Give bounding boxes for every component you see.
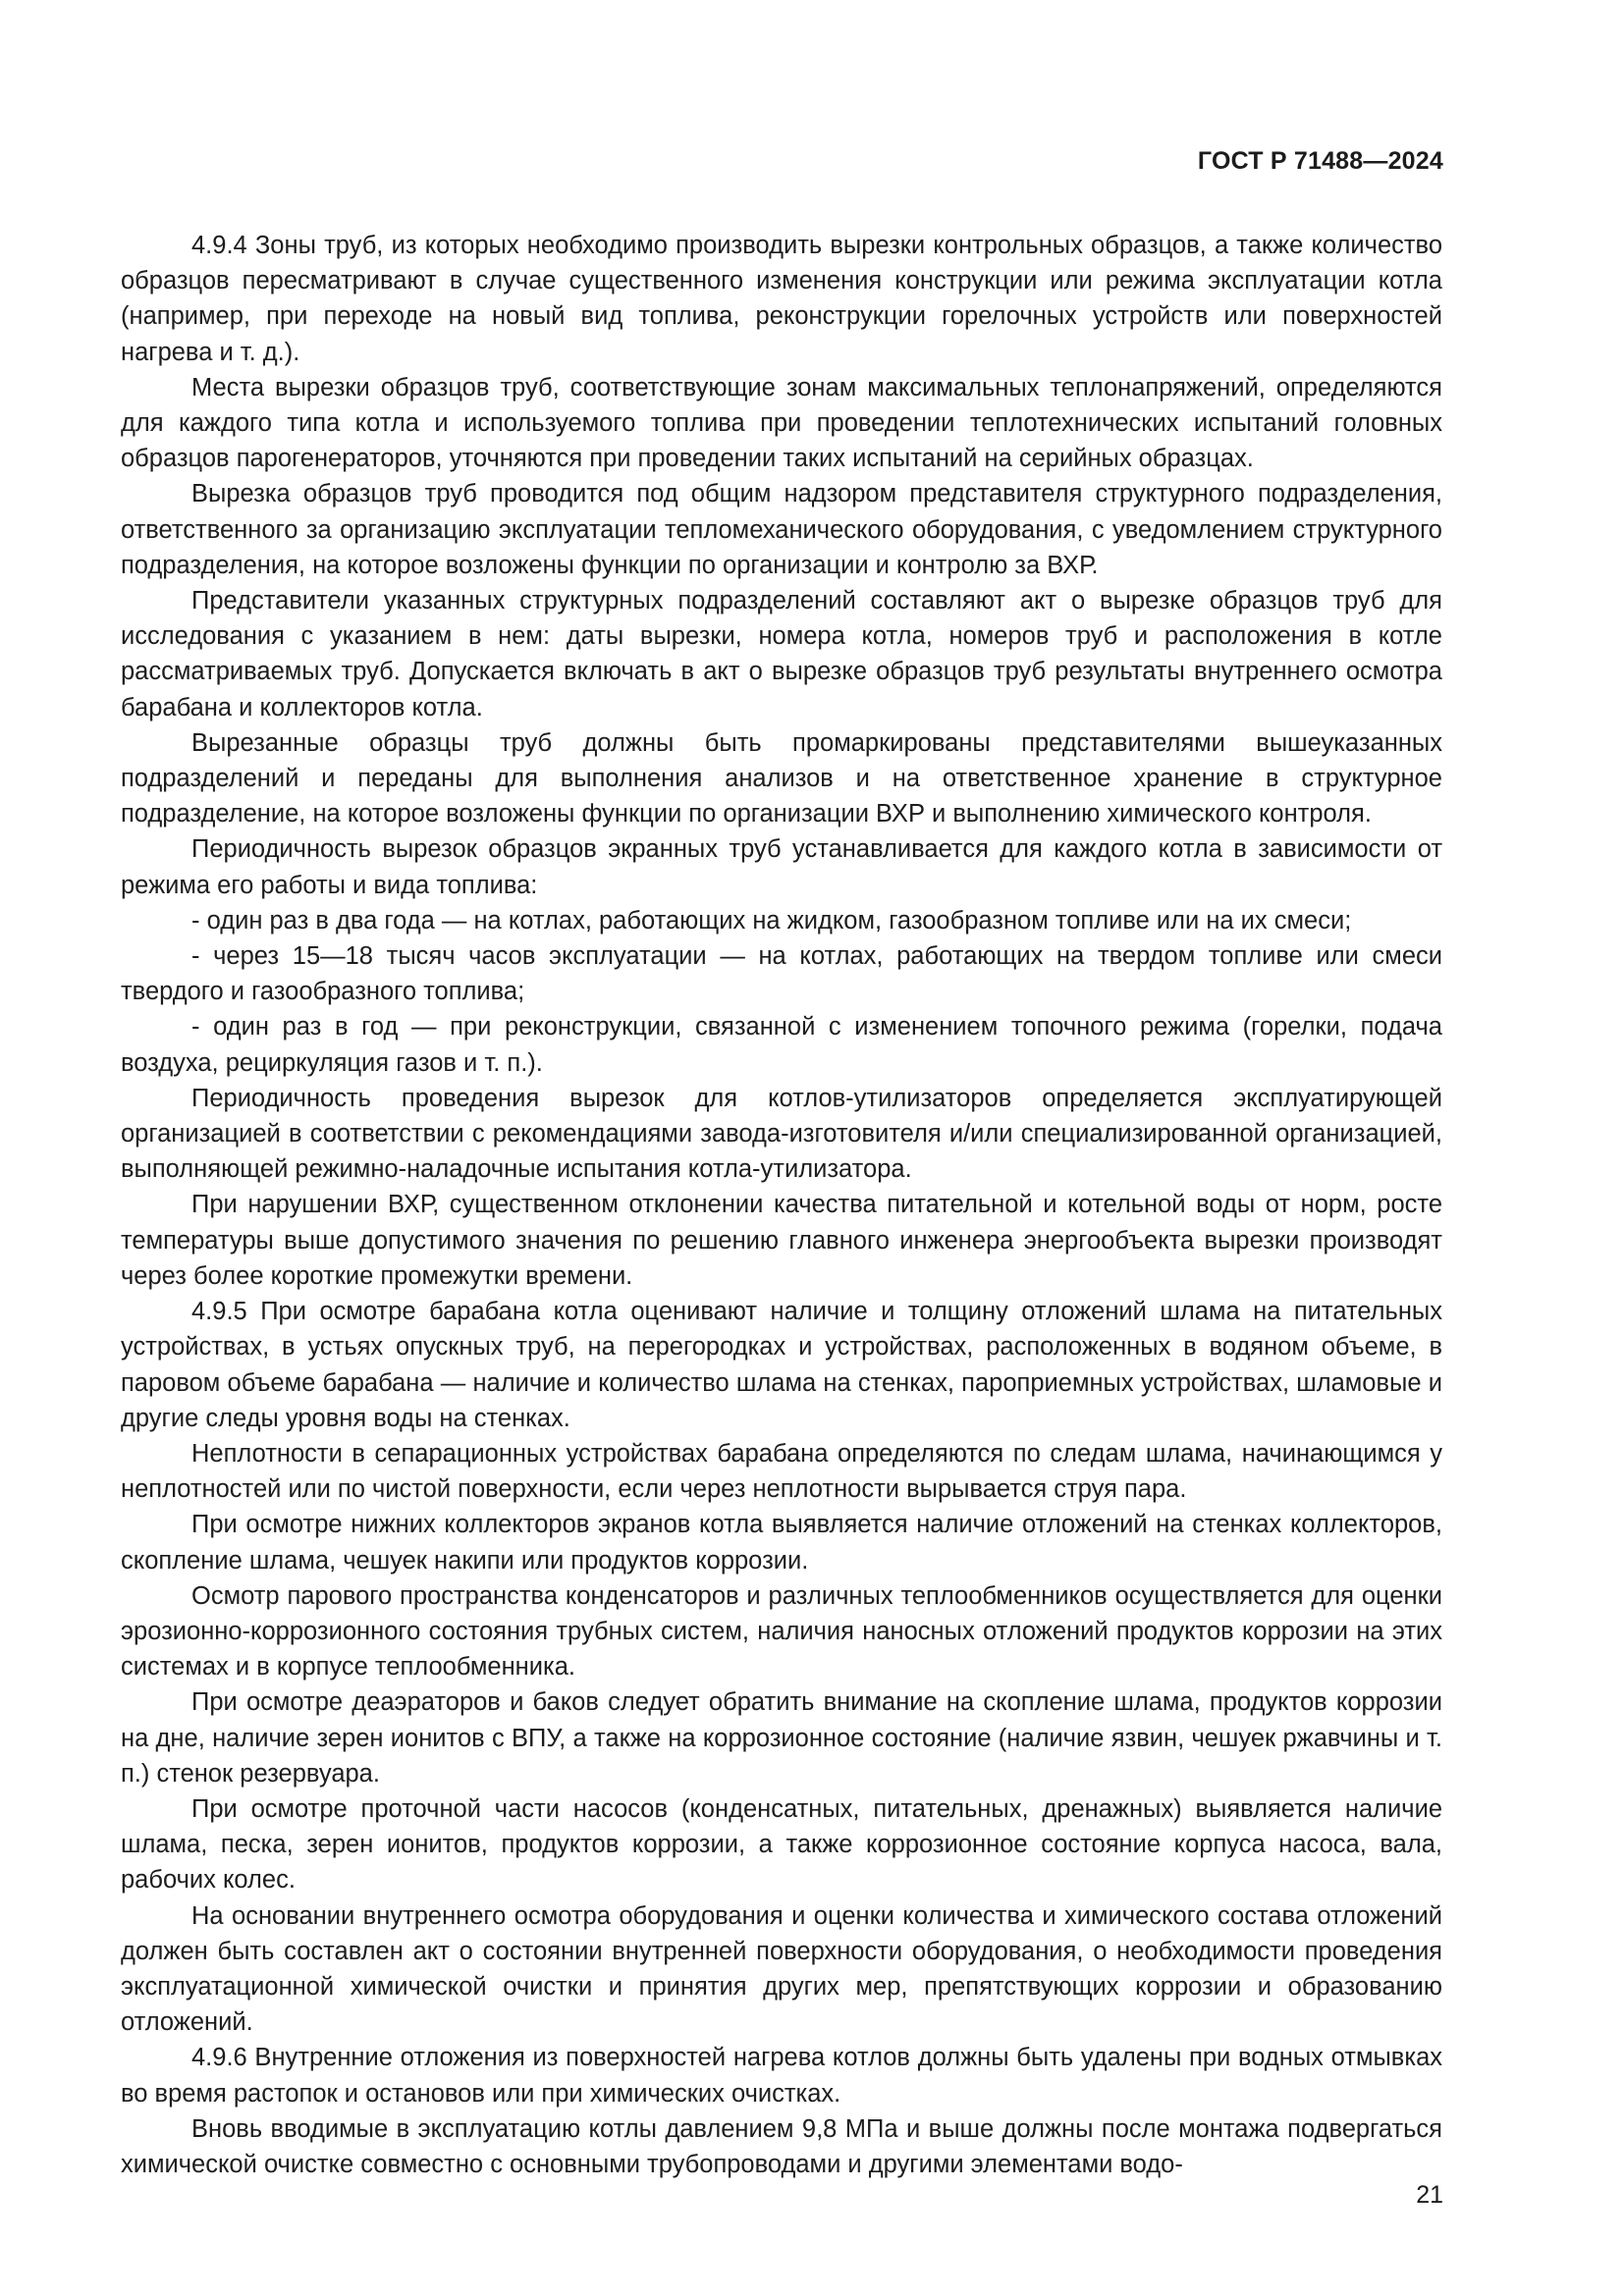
paragraph: При осмотре проточной части насосов (конденсатных, питательных, дренажных) выявляется наличие шлама, песка, зерен ионитов, продуктов коррозии, а также коррозионное состояние корпуса насоса, вала, рабочих колес.: [121, 1794, 1442, 1895]
paragraph: Места вырезки образцов труб, соответствующие зонам максимальных теплонапряжений, определяются для каждого типа котла и используемого топлива при проведении теплотехнических испытаний головных образцов парогенераторов, уточняются при проведении таких испытаний на серийных образцах.: [121, 373, 1442, 473]
document-header: ГОСТ Р 71488—2024: [1197, 147, 1443, 175]
paragraph: При нарушении ВХР, существенном отклонении качества питательной и котельной воды от норм, росте температуры выше допустимого значения по решению главного инженера энергообъекта вырезки производят через более короткие промежутки времени.: [121, 1191, 1442, 1290]
paragraph: Представители указанных структурных подразделений составляют акт о вырезке образцов труб для исследования с указанием в нем: даты вырезки, номера котла, номеров труб и расположения в котле рассматриваемых труб. Допускается включать в акт о вырезке образцов труб результаты внутреннего осмотра барабана и коллекторов котла.: [121, 587, 1442, 721]
paragraph: Периодичность вырезок образцов экранных труб устанавливается для каждого котла в зависимости от режима его работы и вида топлива:: [121, 835, 1442, 899]
paragraph: Вырезка образцов труб проводится под общим надзором представителя структурного подразделения, ответственного за организацию эксплуатации тепломеханического оборудования, с уведомлением структурного подразделения, на которое возложены функции по организации и контролю за ВХР.: [121, 480, 1442, 579]
list-item: - один раз в два года — на котлах, работающих на жидком, газообразном топливе или на их смеси;: [191, 906, 1352, 934]
paragraph-4-9-5: 4.9.5 При осмотре барабана котла оценивают наличие и толщину отложений шлама на питательных устройствах, в устьях опускных труб, на перегородках и устройствах, расположенных в водяном объеме, в паровом объеме барабана — наличие и количество шлама на стенках, пароприемных устройствах, шламовые и другие следы уровня воды на стенках.: [121, 1298, 1442, 1432]
paragraph: Неплотности в сепарационных устройствах барабана определяются по следам шлама, начинающимся у неплотностей или по чистой поверхности, если через неплотности вырывается струя пара.: [121, 1439, 1442, 1504]
paragraph: Вырезанные образцы труб должны быть промаркированы представителями вышеуказанных подразделений и переданы для выполнения анализов и на ответственное хранение в структурное подразделение, на которое возложены функции по организации ВХР и выполнению химического контроля.: [121, 728, 1442, 828]
paragraph: При осмотре нижних коллекторов экранов котла выявляется наличие отложений на стенках коллекторов, скопление шлама, чешуек накипи или продуктов коррозии.: [121, 1511, 1442, 1575]
paragraph-4-9-4: 4.9.4 Зоны труб, из которых необходимо производить вырезки контрольных образцов, а также количество образцов пересматривают в случае существенного изменения конструкции или режима эксплуатации котла (например, при переходе на новый вид топлива, реконструкции горелочных устройств или поверхностей нагрева и т. д.).: [121, 232, 1442, 366]
list-item: - через 15—18 тысяч часов эксплуатации — на котлах, работающих на твердом топливе или смеси твердого и газообразного топлива;: [121, 942, 1442, 1006]
paragraph: На основании внутреннего осмотра оборудования и оценки количества и химического состава отложений должен быть составлен акт о состоянии внутренней поверхности оборудования, о необходимости проведения эксплуатационной химической очистки и принятия других мер, препятствующих коррозии и образованию отложений.: [121, 1901, 1442, 2037]
paragraph: Периодичность проведения вырезок для котлов-утилизаторов определяется эксплуатирующей организацией в соответствии с рекомендациями завода-изготовителя и/или специализированной организацией, выполняющей режимно-наладочные испытания котла-утилизатора.: [121, 1084, 1442, 1184]
paragraph-4-9-6: 4.9.6 Внутренние отложения из поверхностей нагрева котлов должны быть удалены при водных отмывках во время растопок и остановов или при химических очистках.: [121, 2044, 1442, 2108]
paragraph: Осмотр парового пространства конденсаторов и различных теплообменников осуществляется для оценки эрозионно-коррозионного состояния трубных систем, наличия наносных отложений продуктов коррозии на этих системах и в корпусе теплообменника.: [121, 1581, 1442, 1682]
page-number: 21: [1416, 2181, 1443, 2209]
paragraph: Вновь вводимые в эксплуатацию котлы давлением 9,8 МПа и выше должны после монтажа подвергаться химической очистке совместно с основными трубопроводами и другими элементами водо-: [121, 2114, 1442, 2178]
list-item: - один раз в год — при реконструкции, связанной с изменением топочного режима (горелки, подача воздуха, рециркуляция газов и т. п.).: [121, 1013, 1442, 1077]
document-body: [121, 228, 1442, 2182]
paragraph: При осмотре деаэраторов и баков следует обратить внимание на скопление шлама, продуктов коррозии на дне, наличие зерен ионитов с ВПУ, а также на коррозионное состояние (наличие язвин, чешуек ржавчины и т. п.) стенок резервуара.: [121, 1688, 1442, 1788]
